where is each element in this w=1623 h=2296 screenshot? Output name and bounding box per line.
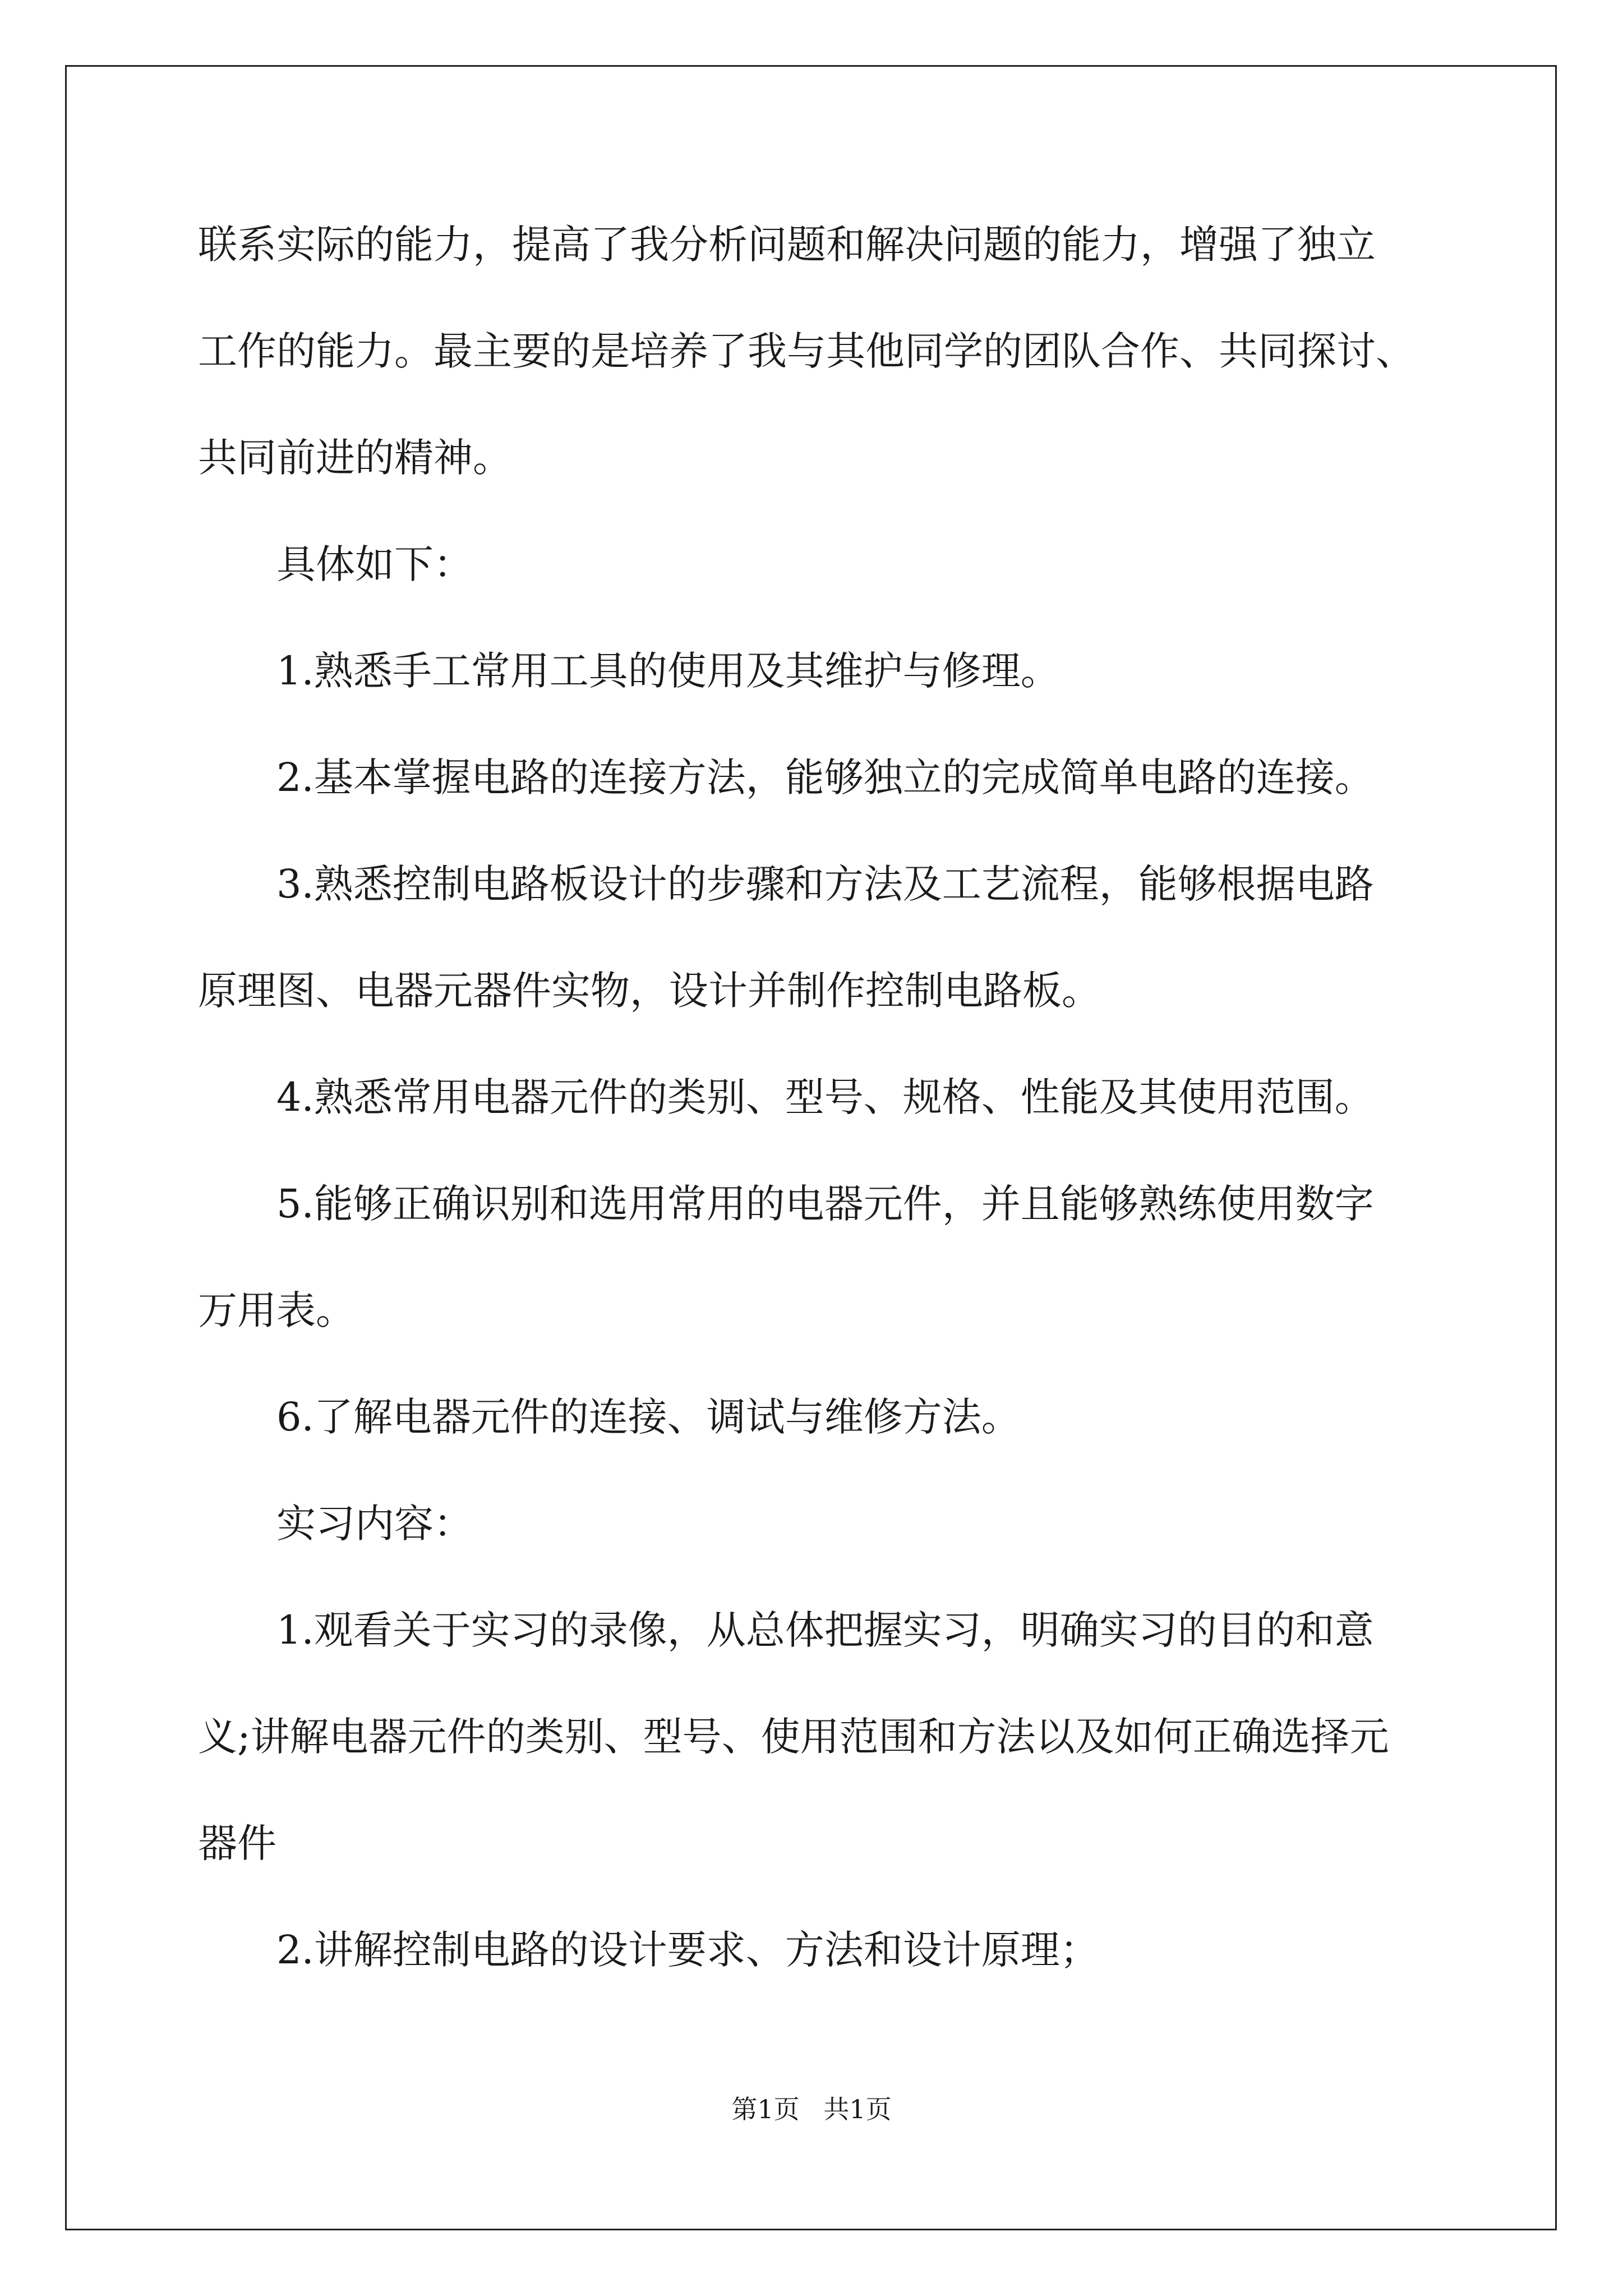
- text-line: 义;讲解电器元件的类别、型号、使用范围和方法以及如何正确选择元: [198, 1714, 1389, 1760]
- page-border: [65, 65, 1557, 2230]
- text-line: 原理图、电器元器件实物，设计并制作控制电路板。: [198, 968, 1101, 1014]
- list-item: 2.基本掌握电路的连接方法，能够独立的完成简单电路的连接。: [276, 754, 1374, 800]
- text-line: 工作的能力。最主要的是培养了我与其他同学的团队合作、共同探讨、: [198, 328, 1415, 374]
- list-item: 1.熟悉手工常用工具的使用及其维护与修理。: [276, 648, 1060, 694]
- text-line: 器件: [198, 1820, 276, 1866]
- list-item: 2.讲解控制电路的设计要求、方法和设计原理；: [276, 1927, 1099, 1973]
- list-item: 1.观看关于实习的录像，从总体把握实习，明确实习的目的和意: [276, 1607, 1374, 1653]
- page-total: 共1页: [823, 2094, 892, 2124]
- list-item: 4.熟悉常用电器元件的类别、型号、规格、性能及其使用范围。: [276, 1074, 1374, 1120]
- list-item: 5.能够正确识别和选用常用的电器元件，并且能够熟练使用数字: [276, 1181, 1374, 1227]
- text-line: 共同前进的精神。: [198, 435, 512, 481]
- list-item: 6.了解电器元件的连接、调试与维修方法。: [276, 1394, 1021, 1440]
- text-line: 万用表。: [198, 1287, 355, 1333]
- section-heading: 实习内容：: [276, 1501, 473, 1547]
- text-line: 联系实际的能力，提高了我分析问题和解决问题的能力，增强了独立: [198, 222, 1376, 268]
- page-number: 第1页: [731, 2094, 800, 2124]
- text-line: 具体如下：: [276, 541, 473, 587]
- list-item: 3.熟悉控制电路板设计的步骤和方法及工艺流程，能够根据电路: [276, 861, 1374, 907]
- page-footer: [0, 2092, 1623, 2126]
